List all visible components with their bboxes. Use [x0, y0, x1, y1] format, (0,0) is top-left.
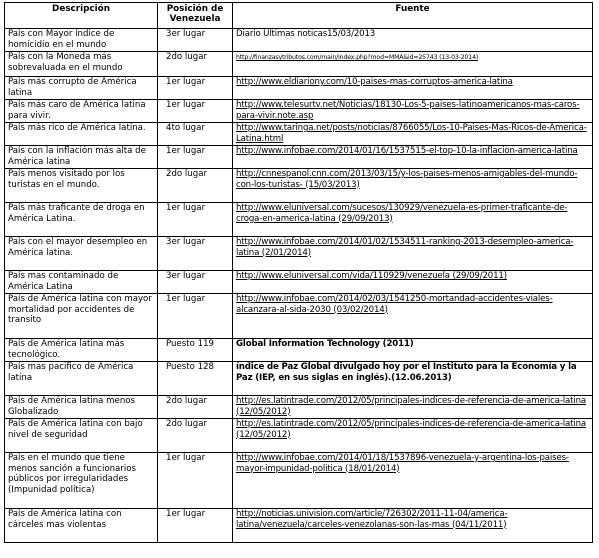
cell-position: 2do lugar: [158, 419, 233, 453]
cell-description: País con la inflación más alta de América latina: [5, 146, 158, 169]
source-link[interactable]: http://www.telesurtv.net/Noticias/18130-Los-5-paises-latinoamericanos-mas-caros-para-vivir.note.asp: [236, 100, 580, 121]
table-row: [5, 203, 593, 237]
cell-description: País más corrupto de América latina: [5, 77, 158, 100]
table-row: [5, 146, 593, 169]
cell-description: País de América latina con cárceles mas violentas: [5, 509, 158, 543]
source-link[interactable]: http://www.eluniversal.com/vida/110929/venezuela (29/09/2011): [236, 271, 507, 281]
source-link[interactable]: http://www.eldiariony.com/10-paises-mas-corruptos-america-latina: [236, 77, 513, 87]
cell-source: [233, 237, 593, 271]
cell-description: País más caro de América latina para vivir.: [5, 100, 158, 123]
source-text: Global Information Technology (2011): [236, 339, 414, 349]
source-text: Diario Ultimas noticas15/03/2013: [236, 29, 376, 39]
table-row: [5, 509, 593, 543]
table-body: [5, 29, 593, 543]
header-description: Descripción: [5, 3, 158, 29]
cell-source: [233, 362, 593, 396]
cell-position: Puesto 128: [158, 362, 233, 396]
cell-description: País más traficante de droga en América Latina.: [5, 203, 158, 237]
source-link[interactable]: http://www.infobae.com/2014/02/03/1541250-mortandad-accidentes-viales-alcanzara-al-sida-2030 (03/02/2014): [236, 294, 553, 315]
cell-description: País de América latina con mayor mortalidad por accidentes de transito: [5, 294, 158, 339]
table-header-row: [5, 3, 593, 29]
source-text: índice de Paz Global divulgado hoy por el Instituto para la Economía y la Paz (IEP, en sus siglas en inglés).(12.06.2013): [236, 362, 577, 383]
cell-position: Puesto 119: [158, 339, 233, 362]
cell-position: 1er lugar: [158, 203, 233, 237]
source-link[interactable]: http://finanzasytributos.com/main/index.php?mod=MMA&id=25743 (13-03-2014): [236, 54, 479, 61]
ranking-table-container: [4, 2, 592, 543]
cell-source: [233, 52, 593, 77]
source-link[interactable]: http://www.taringa.net/posts/noticias/8766055/Los-10-Paises-Mas-Ricos-de-America-Latina.html: [236, 123, 587, 144]
cell-source: [233, 453, 593, 509]
cell-position: 3er lugar: [158, 29, 233, 52]
cell-position: 1er lugar: [158, 453, 233, 509]
cell-description: País con la Moneda más sobrevaluada en el mundo: [5, 52, 158, 77]
table-row: [5, 419, 593, 453]
table-row: [5, 29, 593, 52]
cell-position: 3er lugar: [158, 271, 233, 294]
source-link[interactable]: http://es.latintrade.com/2012/05/principales-indices-de-referencia-de-america-latina (12/05/2012): [236, 396, 586, 417]
cell-source: [233, 203, 593, 237]
cell-position: 1er lugar: [158, 509, 233, 543]
table-row: [5, 169, 593, 203]
cell-source: [233, 100, 593, 123]
table-row: [5, 294, 593, 339]
cell-source: [233, 396, 593, 419]
cell-source: [233, 77, 593, 100]
cell-source: [233, 419, 593, 453]
cell-source: [233, 294, 593, 339]
cell-source: [233, 271, 593, 294]
cell-description: País mas pacifico de América latina: [5, 362, 158, 396]
table-row: [5, 271, 593, 294]
cell-description: País menos visitado por los turistas en el mundo.: [5, 169, 158, 203]
table-row: [5, 396, 593, 419]
cell-position: 2do lugar: [158, 52, 233, 77]
cell-position: 2do lugar: [158, 169, 233, 203]
cell-description: País en el mundo que tiene menos sanción a funcionarios públicos por irregularidades (Impunidad política): [5, 453, 158, 509]
cell-description: País con el mayor desempleo en América latina.: [5, 237, 158, 271]
table-row: [5, 100, 593, 123]
source-link[interactable]: http://www.infobae.com/2014/01/18/1537896-venezuela-y-argentina-los-paises-mayor-impunidad-politica (18/01/2014): [236, 453, 569, 474]
cell-description: País más rico de América latina.: [5, 123, 158, 146]
cell-description: País de América latina con bajo nivel de seguridad: [5, 419, 158, 453]
cell-description: País de América latina menos Globalizado: [5, 396, 158, 419]
source-link[interactable]: http://es.latintrade.com/2012/05/principales-indices-de-referencia-de-america-latina (12/05/2012): [236, 419, 586, 440]
source-link[interactable]: http://www.infobae.com/2014/01/16/1537515-el-top-10-la-inflacion-america-latina: [236, 146, 578, 156]
cell-position: 1er lugar: [158, 146, 233, 169]
table-row: [5, 52, 593, 77]
cell-description: País mas contaminado de América Latina: [5, 271, 158, 294]
cell-source: [233, 29, 593, 52]
source-link[interactable]: http://www.eluniversal.com/sucesos/130929/venezuela-es-primer-traficante-de-croga-en-america-latina (29/09/2013): [236, 203, 568, 224]
ranking-table: [4, 2, 593, 543]
table-row: [5, 339, 593, 362]
table-row: [5, 77, 593, 100]
header-source: Fuente: [233, 3, 593, 29]
source-link[interactable]: http://cnnespanol.cnn.com/2013/03/15/y-los-paises-menos-amigables-del-mundo-con-los-turistas- (15/03/2013): [236, 169, 578, 190]
cell-position: 2do lugar: [158, 396, 233, 419]
cell-description: País de América latina más tecnológico.: [5, 339, 158, 362]
cell-position: 3er lugar: [158, 237, 233, 271]
cell-source: [233, 146, 593, 169]
cell-description: País con Mayor índice de homicidio en el mundo: [5, 29, 158, 52]
source-link[interactable]: http://www.infobae.com/2014/01/02/1534511-ranking-2013-desempleo-america-latina (2/01/2014): [236, 237, 574, 258]
cell-source: [233, 123, 593, 146]
source-link[interactable]: http://noticias.univision.com/article/726302/2011-11-04/america-latina/venezuela/carceles-venezolanas-son-las-mas (04/11/2011): [236, 509, 508, 530]
cell-source: [233, 339, 593, 362]
cell-position: 1er lugar: [158, 294, 233, 339]
cell-position: 1er lugar: [158, 100, 233, 123]
table-row: [5, 453, 593, 509]
table-row: [5, 123, 593, 146]
cell-source: [233, 509, 593, 543]
cell-source: [233, 169, 593, 203]
cell-position: 4to lugar: [158, 123, 233, 146]
cell-position: 1er lugar: [158, 77, 233, 100]
table-row: [5, 237, 593, 271]
header-position: Posición de Venezuela: [158, 3, 233, 29]
table-row: [5, 362, 593, 396]
